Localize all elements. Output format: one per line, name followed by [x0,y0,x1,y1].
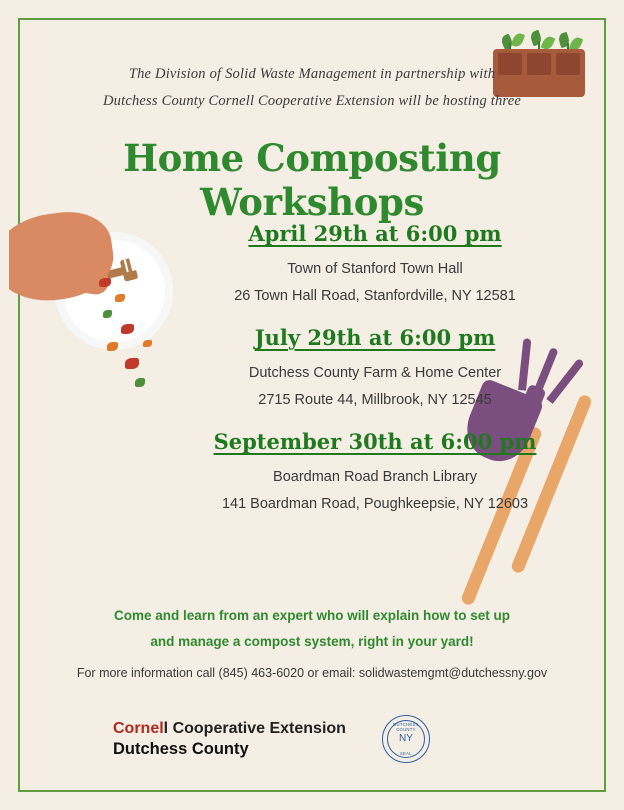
session-venue: Boardman Road Branch Library [273,469,477,485]
session-date: September 30th at 6:00 pm [213,429,537,454]
brand-line-2: Dutchess County [113,739,249,758]
session-date: July 29th at 6:00 pm [254,325,496,350]
contact-info: For more information call (845) 463-6020 or email: solidwastemgmt@dutchessny.gov [76,666,548,680]
session-venue: Town of Stanford Town Hall [287,261,463,277]
session-date: April 29th at 6:00 pm [248,221,502,246]
footer [113,715,430,763]
brand-highlight: Cornel [113,720,164,738]
brand-line-1 [113,719,346,739]
session-venue: Dutchess County Farm & Home Center [248,365,502,381]
session-address: 141 Boardman Road, Poughkeepsie, NY 12603 [221,496,529,512]
dutchess-county-seal-icon [382,715,430,763]
session-item [159,221,591,304]
brand-rest: l Cooperative Extension [163,720,346,738]
session-list [159,221,591,533]
page-title: Home Composting Workshops [123,136,501,224]
cta-line-1: Come and learn from an expert who will explain how to set up [113,608,511,623]
cta-line-2: and manage a compost system, right in your yard! [150,633,474,649]
intro-text [9,61,615,115]
seal-bottom-text: SEAL [399,751,412,756]
session-item [159,429,591,512]
call-to-action [9,603,615,654]
session-item [159,325,591,408]
session-address: 26 Town Hall Road, Stanfordville, NY 12581 [234,288,516,304]
seal-center-text: NY [398,733,413,744]
intro-line-2: Dutchess County Cornell Cooperative Extension will be hosting three [102,92,521,109]
session-address: 2715 Route 44, Millbrook, NY 12545 [258,392,492,408]
cornell-cooperative-extension-logo [113,719,346,759]
intro-line-1: The Division of Solid Waste Management in partnership with [128,66,496,82]
seal-top-text: DUTCHESS COUNTY [393,722,419,732]
